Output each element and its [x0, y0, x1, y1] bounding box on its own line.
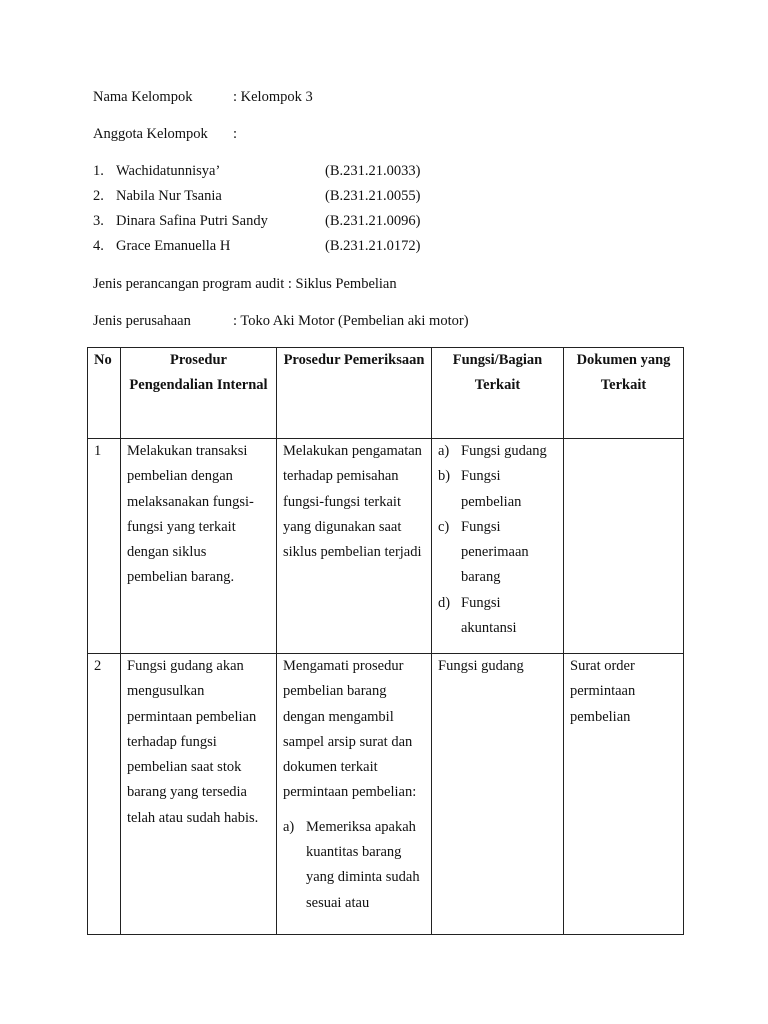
cell-audit-procedure — [277, 654, 432, 935]
table-row — [88, 654, 684, 935]
member-name: Dinara Safina Putri Sandy — [116, 213, 268, 229]
cell-related-functions — [432, 439, 564, 654]
header-control-procedure: Prosedur Pengendalian Internal — [121, 348, 277, 439]
members-colon: : — [233, 126, 238, 142]
list-item: c) Fungsi penerimaan barang — [438, 518, 529, 586]
function-list — [438, 439, 557, 641]
member-number: 3. — [93, 213, 104, 229]
member-id: (B.231.21.0172) — [325, 238, 421, 254]
table-header-row — [88, 348, 684, 439]
list-item: b) Fungsi pembelian — [438, 468, 522, 510]
company-label: Jenis perusahaan — [93, 313, 191, 329]
company-value: : Toko Aki Motor (Pembelian aki motor) — [233, 313, 469, 329]
cell-related-functions: Fungsi gudang — [432, 654, 564, 935]
cell-related-documents — [564, 439, 684, 654]
member-name: Grace Emanuella H — [116, 238, 231, 254]
list-item: d) Fungsi akuntansi — [438, 594, 517, 637]
group-name-value: : Kelompok 3 — [233, 89, 313, 105]
members-label: Anggota Kelompok — [93, 126, 208, 142]
cell-audit-procedure: Melakukan pengamatan terhadap pemisahan fungsi-fungsi terkait yang digunakan saat siklus pembelian terjadi — [277, 439, 432, 654]
cell-control-procedure: Fungsi gudang akan mengusulkan permintaan pembelian terhadap fungsi pembelian saat stok barang yang tersedia telah atau sudah habis. — [121, 654, 277, 935]
member-number: 1. — [93, 163, 104, 179]
member-id: (B.231.21.0055) — [325, 188, 421, 204]
header-audit-procedure: Prosedur Pemeriksaan — [277, 348, 432, 439]
member-number: 4. — [93, 238, 104, 254]
header-no: No — [88, 348, 121, 439]
table-row — [88, 439, 684, 654]
cell-no: 1 — [88, 439, 121, 654]
audit-program-table — [87, 347, 684, 935]
procedure-text: Mengamati prosedur pembelian barang dengan mengambil sampel arsip surat dan dokumen terkait permintaan pembelian: — [283, 658, 417, 801]
procedure-list — [283, 815, 425, 916]
list-item: a) Fungsi gudang — [438, 443, 547, 459]
member-name: Wachidatunnisya’ — [116, 163, 221, 179]
group-name-label: Nama Kelompok — [93, 89, 193, 105]
cell-no: 2 — [88, 654, 121, 935]
member-name: Nabila Nur Tsania — [116, 188, 222, 204]
member-id: (B.231.21.0033) — [325, 163, 421, 179]
cell-related-documents: Surat order permintaan pembelian — [564, 654, 684, 935]
header-related-function: Fungsi/Bagian Terkait — [432, 348, 564, 439]
list-item: a) Memeriksa apakah kuantitas barang yang diminta sudah sesuai atau — [283, 818, 420, 911]
member-number: 2. — [93, 188, 104, 204]
header-related-document: Dokumen yang Terkait — [564, 348, 684, 439]
program-type-line: Jenis perancangan program audit : Siklus Pembelian — [93, 276, 397, 292]
member-id: (B.231.21.0096) — [325, 213, 421, 229]
cell-control-procedure: Melakukan transaksi pembelian dengan melaksanakan fungsi-fungsi yang terkait dengan siklus pembelian barang. — [121, 439, 277, 654]
